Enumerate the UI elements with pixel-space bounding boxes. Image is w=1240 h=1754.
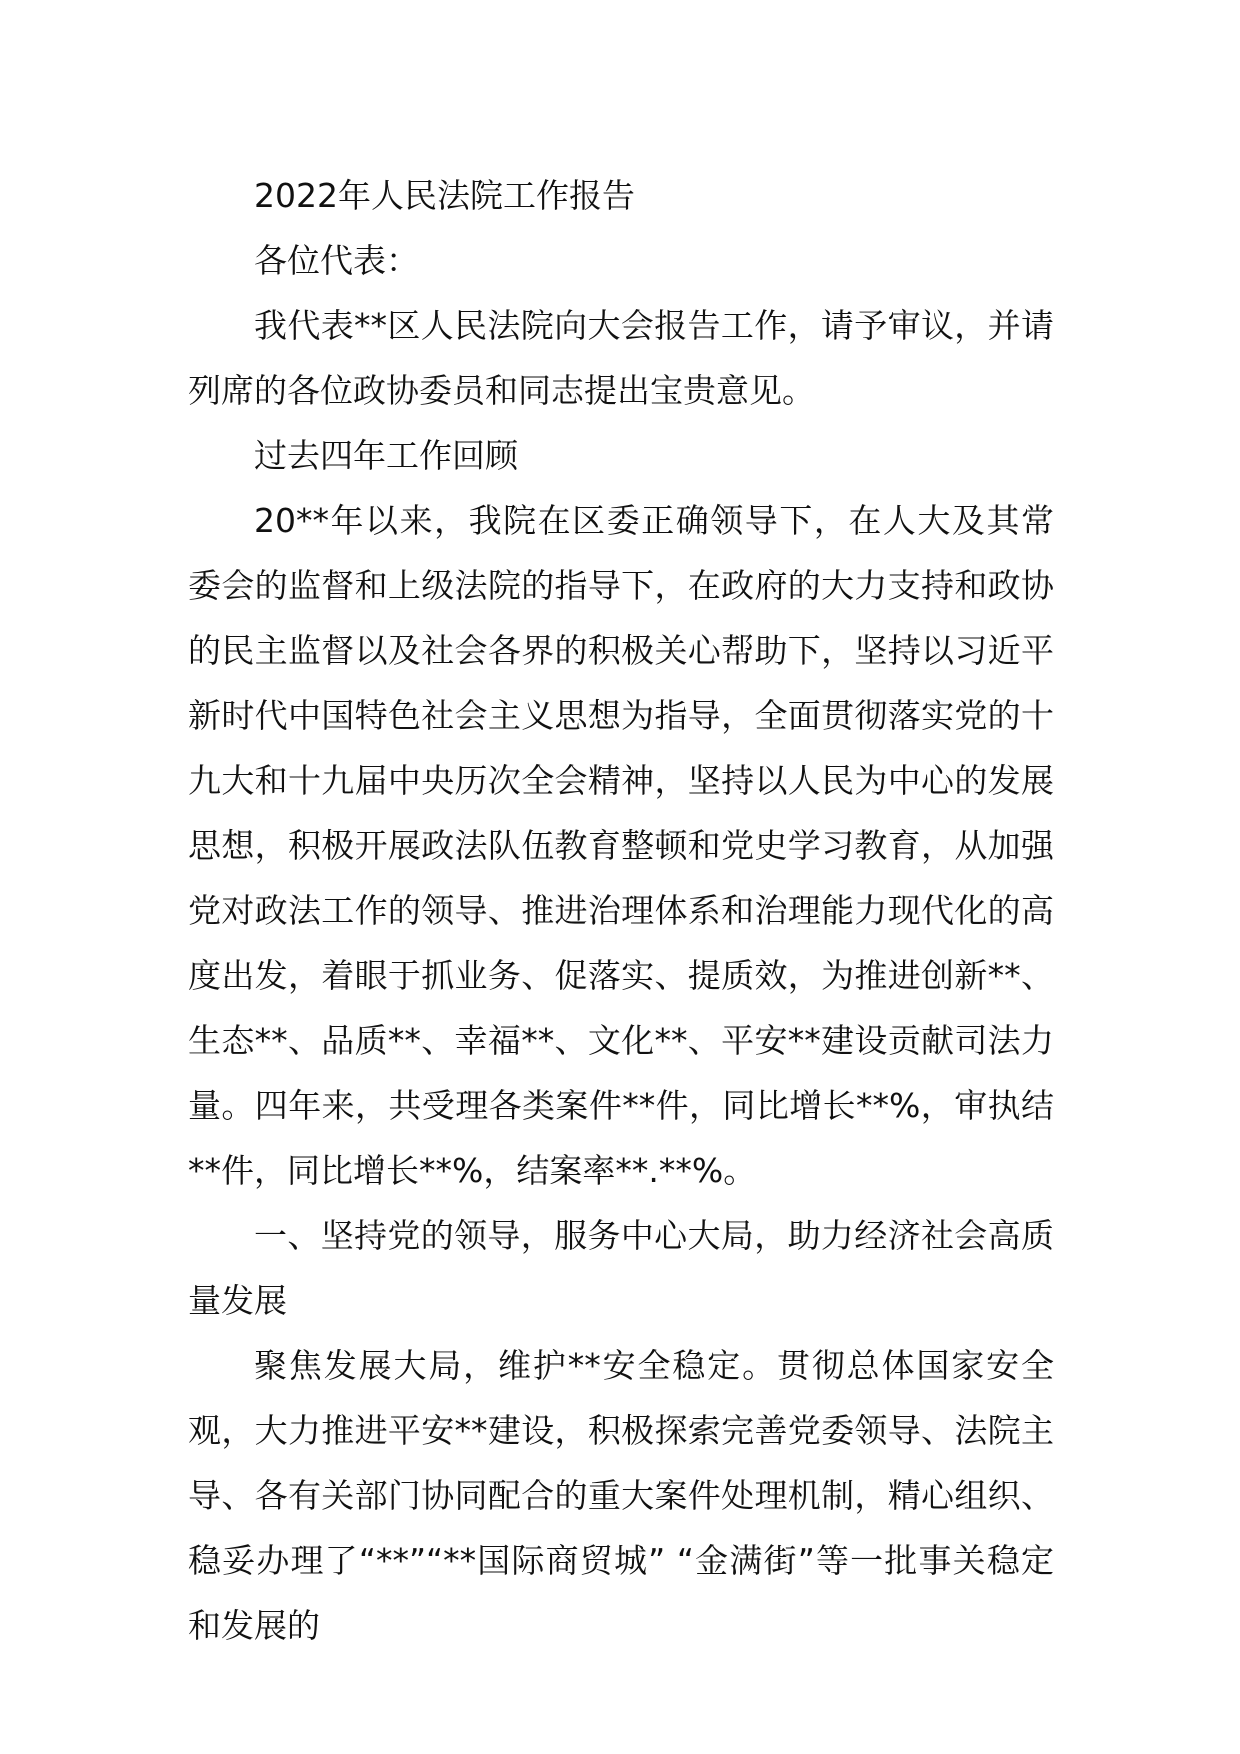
section-heading-1: 一、坚持党的领导，服务中心大局，助力经济社会高质量发展 — [188, 1216, 1054, 1320]
paragraph-1: 聚焦发展大局，维护**安全稳定。贯彻总体国家安全观，大力推进平安**建设，积极探索完善党委领导、法院主导、各有关部门协同配合的重大案件处理机制，精心组织、稳妥办理了“**”“**国际商贸城” “金满街”等一批事关稳定和发展的 — [188, 1346, 1054, 1645]
salutation: 各位代表： — [254, 241, 419, 280]
document-body — [188, 163, 1054, 1658]
section-heading-review: 过去四年工作回顾 — [254, 436, 518, 475]
intro-paragraph: 我代表**区人民法院向大会报告工作，请予审议，并请列席的各位政协委员和同志提出宝贵意见。 — [188, 306, 1054, 410]
report-title: 2022年人民法院工作报告 — [254, 176, 635, 215]
review-paragraph: 20**年以来，我院在区委正确领导下，在人大及其常委会的监督和上级法院的指导下，在政府的大力支持和政协的民主监督以及社会各界的积极关心帮助下，坚持以习近平新时代中国特色社会主义思想为指导，全面贯彻落实党的十九大和十九届中央历次全会精神，坚持以人民为中心的发展思想，积极开展政法队伍教育整顿和党史学习教育，从加强党对政法工作的领导、推进治理体系和治理能力现代化的高度出发，着眼于抓业务、促落实、提质效，为推进创新**、生态**、品质**、幸福**、文化**、平安**建设贡献司法力量。四年来，共受理各类案件**件，同比增长**%，审执结**件，同比增长**%，结案率**.**%。 — [188, 501, 1054, 1190]
